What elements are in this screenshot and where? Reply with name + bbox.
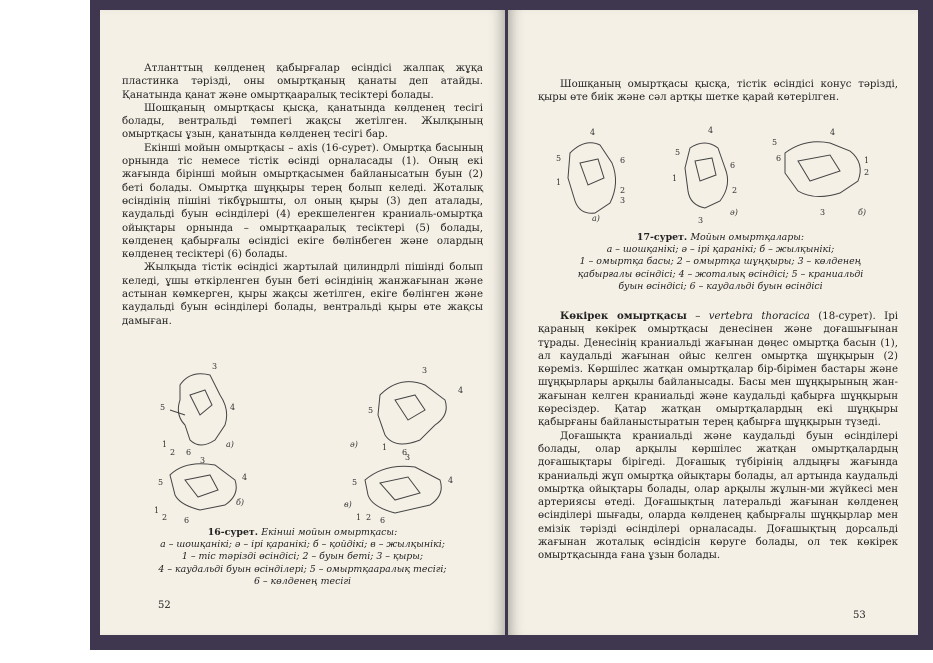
- page-number-left: 52: [158, 600, 171, 611]
- fig-number: 5: [368, 406, 374, 415]
- thoracic-text: (18-сурет). Ірі қараның көкірек омыртқасы денесінен және доғашығынан тұрады. Денесінің краниальді жағынан дөңес омыртқа басын (1), ал каудальді жағынан ойыс келген омыртқа шұңқырын (2) көреміз. Көршілес жатқан омыртқалар бір-бірімен бастары және шұңқырлары арқылы байланысады. Басы мен шұңқырының жан-жағынан келген краниальді және каудальді қабырға шұңқырын көресіздер. Қатар жатқан омыртқалардың екі шұңқыры қабырғаны байланыстыратын терең қабырға шұңқырын түзеді.: [538, 311, 898, 429]
- caption-title: [130, 527, 475, 539]
- vertebra-sketch: [695, 158, 716, 181]
- left-paragraph: Екінші мойын омыртқасы – axis (16-сурет). Омыртқа басының орнында тіс немесе тістік өсінді орналасады (1). Оның екі жағында бірінші мойын омыртқасымен байланысатын буын (2) беті болады. Омыртқа шұңқыры терең болып келеді. Жоталық өсіндінің пішіні тікбұрышты, ол оның қыры (3) деп аталады, каудальді буын өсінділері (4) ерекшеленген краниаль-омыртқа ойықтары орнында – омыртқааралық тесіктері (5) болады, көлденең қабырғалы өсіндісі екіге бөлінбеген және олардың көлденең тесіктері (6) болады.: [122, 142, 483, 261]
- left-text-block: [122, 62, 483, 328]
- fig-number: 5: [675, 148, 681, 157]
- left-paragraph: Шошқаның омыртқасы қысқа, қанатында көлденең тесігі болады, вентральді төмпегі жақсы жетілген. Жылқының омыртқасы ұзын, қанатында көлденең тесігі бар.: [122, 102, 483, 141]
- right-intro-paragraph: Шошқаның омыртқасы қысқа, тістік өсіндісі конус тәрізді, қыры өте биік және сәл артқы шетке қарай көтерілген.: [538, 79, 898, 104]
- fig-number: 3: [698, 216, 704, 225]
- caption-legend-line: а – шошқанікі; ә – ірі қаранікі; б – қойдікі; в – жылқынікі;: [160, 539, 445, 551]
- panel-label: ә): [350, 440, 358, 449]
- fig-number: 1: [154, 506, 160, 515]
- fig17-panel-ae: [672, 126, 738, 225]
- fig-number: 2: [162, 513, 168, 522]
- fig16-panel-a: [160, 362, 235, 457]
- fig-number: 1: [382, 443, 388, 452]
- fig-number: 1: [356, 513, 362, 522]
- fig16-panel-ae: [350, 366, 463, 457]
- caption-figure-name: Мойын омыртқалары:: [690, 232, 805, 243]
- figure-17-caption: [543, 232, 898, 293]
- figure-16-drawings: [140, 355, 470, 525]
- fig-number: 6: [730, 161, 736, 170]
- fig-number: 4: [242, 473, 248, 482]
- fig-number: 3: [200, 456, 206, 465]
- fig-number: 6: [380, 516, 386, 525]
- fig-number: 6: [402, 448, 408, 457]
- thoracic-paragraph: Көкірек омыртқасы – vertebra thoracica (18-сурет). Ірі қараның көкірек омыртқасы денесінен және доғашығынан тұрады. Денесінің краниальді жағынан дөңес омыртқа басын (1), ал каудальді жағынан ойыс келген омыртқа шұңқырын (2) көреміз. Көршілес жатқан омыртқалар бір-бірімен бастары және шұңқырлары арқылы байланысады. Басы мен шұңқырының жан-жағынан келген краниальді және каудальді қабырға шұңқырын көресіздер. Қатар жатқан омыртқалардың екі шұңқыры қабырғаны байланыстыратын терең қабырға шұңқырын түзеді.: [538, 310, 898, 429]
- fig16-panel-b: [154, 456, 247, 525]
- right-paragraph: Доғашықта краниальді және каудальді буын өсінділері болады, олар арқылы көршілес жатқан омыртқалардың доғашықтары бірігеді. Доғашық түбірінің алдыңғы жағында краниальді жұп омыртқа ойықтары болады, ал артында каудальді омыртқа ойықтары болады, олар арқылы жұлын-ми жүйкесі мен артериясы өтеді. Доғашықтың латеральді жағынан көлденең өсінділері шығады, оларда көлденең қабырғалы шұңқырлар мен емізік тәрізді өсінділері орналасады. Доғашықтың дорсальді жағынан жоталық өсіндісін көруге болады, ол тек көкірек омыртқасында ғана ұзын болады.: [538, 430, 898, 562]
- vertebra-sketch: [365, 466, 441, 513]
- right-intro: [538, 78, 898, 105]
- vertebra-sketch: [378, 382, 446, 444]
- fig-number: 5: [158, 478, 164, 487]
- thoracic-latin: vertebra thoracica: [708, 311, 810, 322]
- fig-number: 6: [186, 448, 192, 457]
- caption-figure-name: Екінші мойын омыртқасы:: [261, 527, 398, 538]
- caption-title: [543, 232, 898, 244]
- page-number-right: 53: [853, 610, 866, 621]
- vertebra-sketch: [568, 143, 616, 213]
- fig-number: 4: [708, 126, 714, 135]
- vertebra-sketch: [190, 390, 212, 415]
- vertebra-sketch: [170, 464, 236, 510]
- thoracic-term: Көкірек омыртқасы: [560, 310, 687, 322]
- fig17-panel-b: [772, 128, 869, 217]
- figure-17-drawings: [540, 123, 900, 228]
- panel-label: б): [858, 208, 867, 217]
- fig-number: 5: [556, 154, 562, 163]
- right-page: [508, 10, 918, 635]
- left-paragraph: Жылқыда тістік өсіндісі жартылай цилиндрлі пішінді болып келеді, ұшы өткірленген буын беті өсіндінің жанжағынан және астынан көмкерген, қыры жақсы жетілген, екіге бөлінген және каудальді буын өсінділері болады, вентральді қыры өте жақсы дамыған.: [122, 262, 483, 327]
- caption-legend-line: 1 – омыртқа басы; 2 – омыртқа шұңқыры; 3 – көлденең: [579, 256, 862, 268]
- fig16-panel-v: [344, 453, 453, 525]
- panel-label: а): [592, 214, 600, 223]
- fig-number: 6: [184, 516, 190, 525]
- fig-number: 3: [820, 208, 826, 217]
- panel-label: а): [226, 440, 234, 449]
- vertebra-sketch: [785, 142, 860, 197]
- vertebra-sketch: [685, 143, 728, 208]
- fig-number: 1: [672, 174, 678, 183]
- fig-number: 2: [732, 186, 738, 195]
- fig-number: 2: [170, 448, 176, 457]
- caption-legend-line: 1 – тіс тәрізді өсіндісі; 2 – буын беті; 3 – қыры;: [181, 551, 424, 563]
- vertebra-sketch: [798, 155, 840, 181]
- caption-figure-number: 17-сурет.: [636, 232, 688, 243]
- figure-16-caption: [130, 527, 475, 588]
- right-text-block: [538, 310, 898, 563]
- left-page: [100, 10, 505, 635]
- fig-number: 1: [556, 178, 562, 187]
- fig-number: 4: [230, 403, 236, 412]
- panel-label: б): [236, 498, 245, 507]
- fig-number: 4: [458, 386, 464, 395]
- fig-number: 3: [422, 366, 428, 375]
- caption-legend-line: 6 – көлденең тесігі: [253, 575, 352, 587]
- vertebra-sketch: [178, 374, 226, 445]
- fig-number: 5: [772, 138, 778, 147]
- fig17-panel-a: [556, 128, 625, 223]
- caption-legend-line: буын өсіндісі; 6 – каудальді буын өсіндісі: [618, 280, 823, 292]
- panel-label: в): [344, 500, 352, 509]
- fig-number: 1: [162, 440, 168, 449]
- fig-number: 1: [864, 156, 870, 165]
- caption-legend-line: а – шошқанікі; ә – ірі қаранікі; б – жылқынікі;: [606, 244, 835, 256]
- leader-line: [170, 410, 185, 415]
- vertebra-sketch: [185, 475, 218, 497]
- caption-legend-line: 4 – каудальді буын өсінділері; 5 – омыртқааралық тесігі;: [158, 563, 447, 575]
- fig-number: 6: [620, 156, 626, 165]
- fig-number: 2: [620, 186, 626, 195]
- panel-label: ә): [730, 208, 738, 217]
- caption-figure-number: 16-сурет.: [207, 527, 258, 538]
- fig-number: 2: [864, 168, 870, 177]
- fig-number: 4: [590, 128, 596, 137]
- left-paragraph: Атланттың көлденең қабырғалар өсіндісі жалпақ жұқа пластинка тәрізді, оны омыртқаның қанаты деп атайды. Қанатында қанат және омыртқааралық тесіктері болады.: [122, 63, 483, 101]
- caption-legend-line: қабырғалы өсіндісі; 4 – жоталық өсіндісі; 5 – краниальді: [577, 268, 864, 280]
- fig-number: 3: [212, 362, 218, 371]
- fig-number: 2: [366, 513, 372, 522]
- fig-number: 5: [160, 403, 166, 412]
- fig-number: 4: [448, 476, 454, 485]
- fig-number: 6: [776, 154, 782, 163]
- fig-number: 4: [830, 128, 836, 137]
- vertebra-sketch: [580, 159, 604, 185]
- vertebra-sketch: [380, 477, 420, 500]
- fig-number: 3: [620, 196, 626, 205]
- fig-number: 5: [352, 478, 358, 487]
- fig-number: 3: [405, 453, 411, 462]
- vertebra-sketch: [395, 395, 425, 420]
